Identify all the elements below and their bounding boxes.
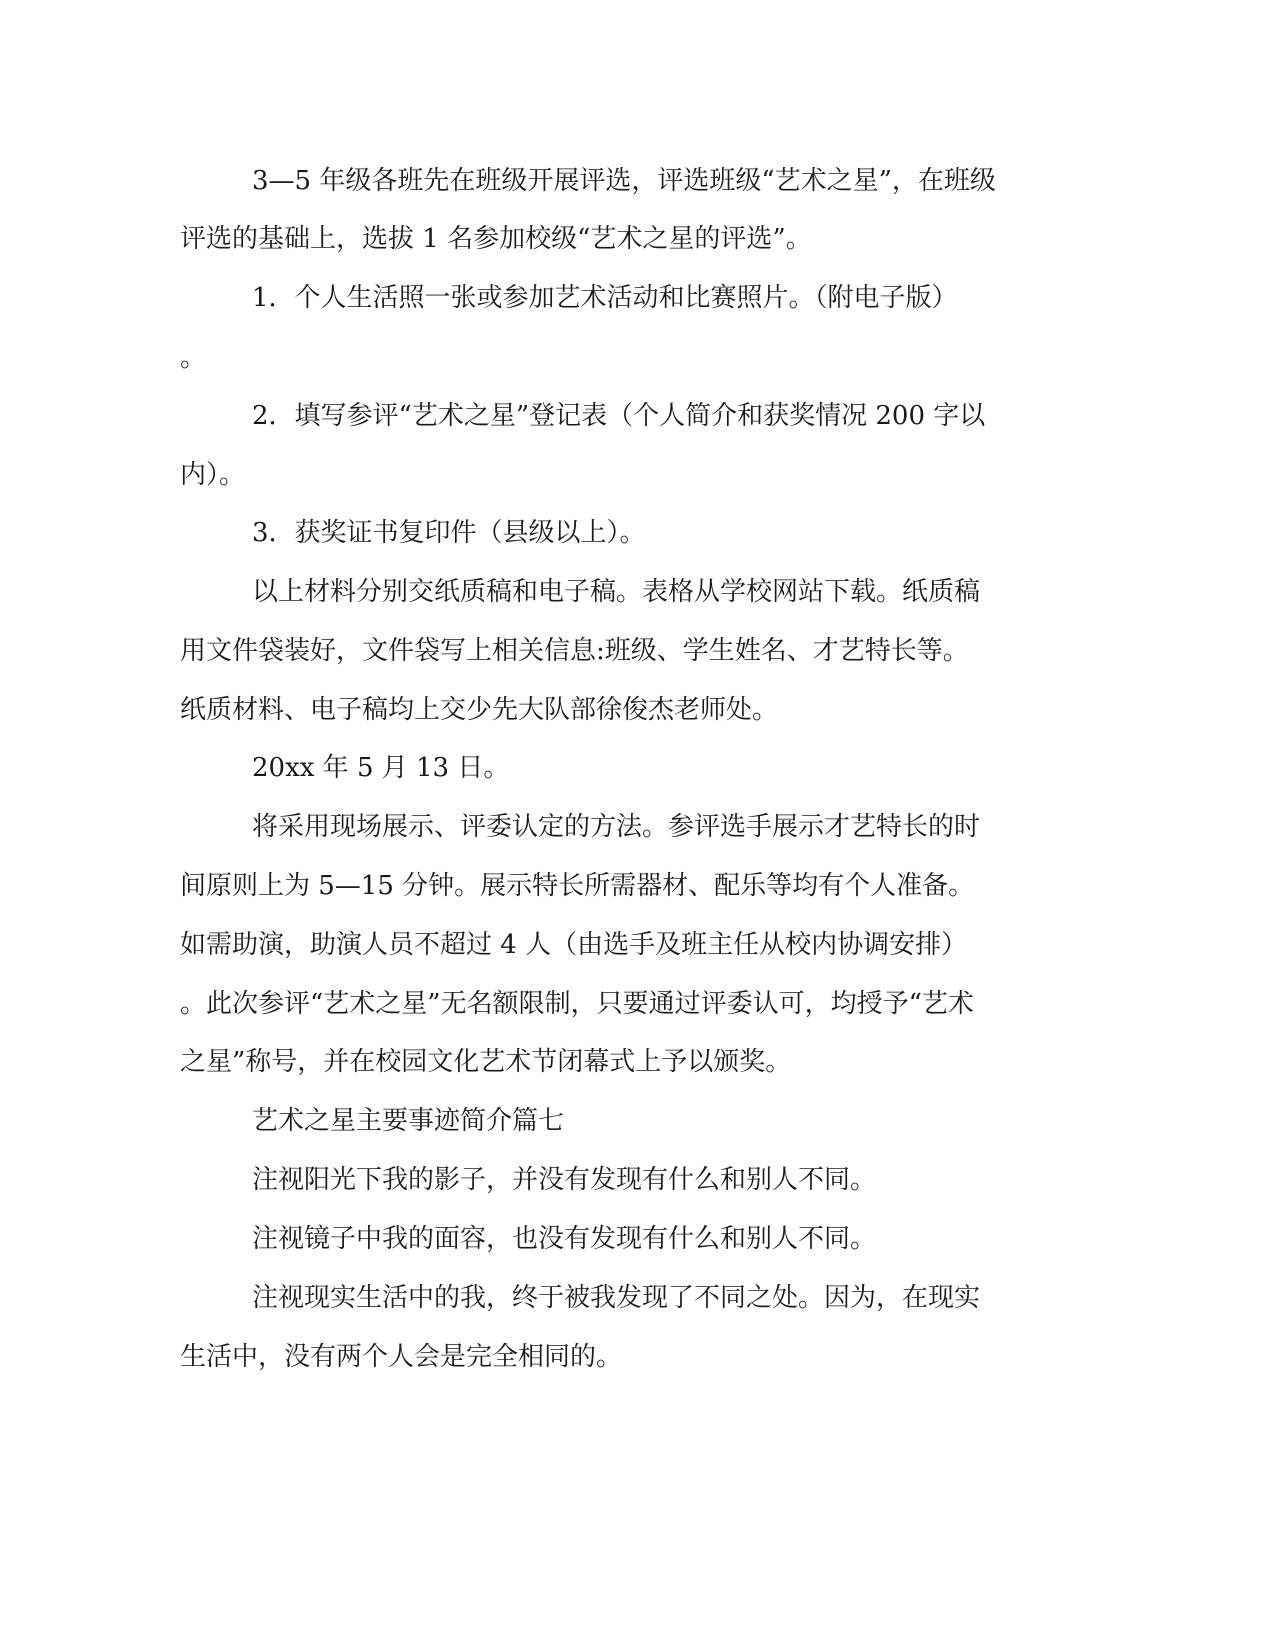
paragraph-line: 2．填写参评“艺术之星”登记表（个人简介和获奖情况 200 字以 xyxy=(252,401,986,431)
paragraph-line: 注视镜子中我的面容，也没有发现有什么和别人不同。 xyxy=(252,1224,877,1254)
paragraph-line: 评选的基础上，选拔 1 名参加校级“艺术之星的评选”。 xyxy=(180,224,812,254)
paragraph-line: 3—5 年级各班先在班级开展评选，评选班级“艺术之星”，在班级 xyxy=(252,166,996,196)
paragraph-line: 3．获奖证书复印件（县级以上）。 xyxy=(252,518,646,548)
paragraph-line: 纸质材料、电子稿均上交少先大队部徐俊杰老师处。 xyxy=(180,695,779,725)
paragraph-line: 之星”称号，并在校园文化艺术节闭幕式上予以颁奖。 xyxy=(180,1047,792,1077)
paragraph-line: 如需助演，助演人员不超过 4 人（由选手及班主任从校内协调安排） xyxy=(180,930,968,960)
paragraph-line: 20xx 年 5 月 13 日。 xyxy=(252,753,510,783)
paragraph-line: 用文件袋装好，文件袋写上相关信息:班级、学生姓名、才艺特长等。 xyxy=(180,636,969,666)
paragraph-line: 。此次参评“艺术之星”无名额限制，只要通过评委认可，均授予“艺术 xyxy=(180,989,974,1019)
paragraph-line: 注视现实生活中的我，终于被我发现了不同之处。因为，在现实 xyxy=(252,1283,981,1313)
section-heading: 艺术之星主要事迹简介篇七 xyxy=(252,1106,565,1136)
paragraph-line: 将采用现场展示、评委认定的方法。参评选手展示才艺特长的时 xyxy=(252,812,981,842)
paragraph-line: 间原则上为 5—15 分钟。展示特长所需器材、配乐等均有个人准备。 xyxy=(180,871,975,901)
paragraph-line: 注视阳光下我的影子，并没有发现有什么和别人不同。 xyxy=(252,1165,877,1195)
paragraph-line: 内）。 xyxy=(180,460,246,490)
paragraph-line: 生活中，没有两个人会是完全相同的。 xyxy=(180,1342,623,1372)
paragraph-line: 1．个人生活照一张或参加艺术活动和比赛照片。（附电子版） xyxy=(252,283,958,313)
paragraph-line: 。 xyxy=(180,343,207,373)
paragraph-line: 以上材料分别交纸质稿和电子稿。表格从学校网站下载。纸质稿 xyxy=(252,577,981,607)
